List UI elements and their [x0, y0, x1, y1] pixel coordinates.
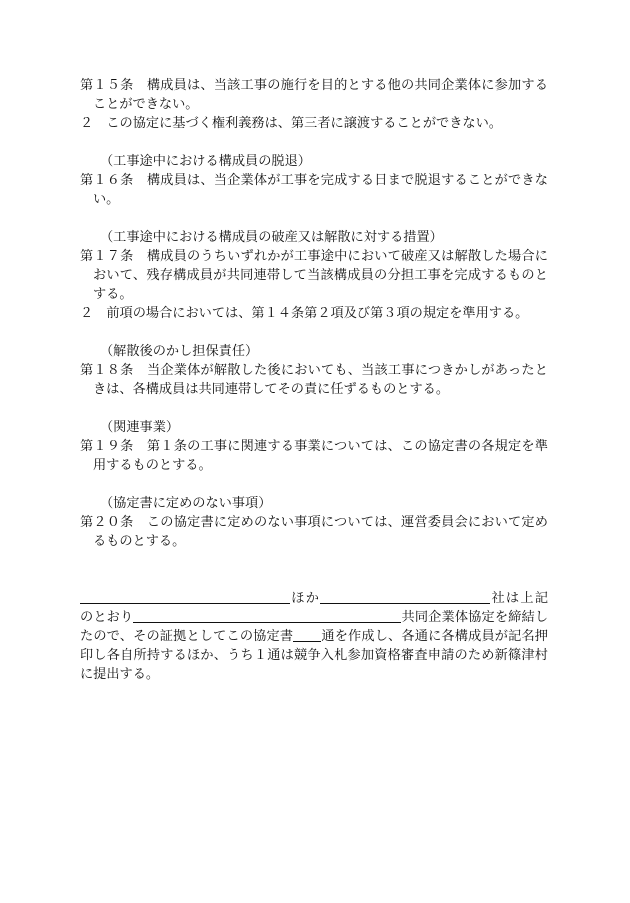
article-19-heading: （関連事業）: [100, 420, 180, 435]
article-18-heading: （解散後のかし担保責任）: [100, 344, 259, 359]
article-18: 第１８条 当企業体が解散した後においても、当該工事につきかしがあったときは、各構成員は共同連帯してその責に任ずるものとする。: [80, 363, 548, 397]
article-20-heading: （協定書に定めのない事項）: [100, 496, 272, 511]
article-16-heading: （工事途中における構成員の脱退）: [100, 154, 311, 169]
closing-text-2: 社は上記のとおり: [80, 591, 549, 625]
spacer: [80, 133, 548, 152]
closing-statement: [80, 589, 548, 684]
spacer: [80, 475, 548, 494]
closing-text-4: 通を作成し、各通に各構成員が記名押印し各自所持するほか、うち１通は競争入札参加資格審査申請のため新篠津村に提出する。: [80, 629, 548, 682]
article-16: 第１６条 構成員は、当企業体が工事を完成する日まで脱退することができない。: [80, 173, 548, 207]
spacer: [80, 323, 548, 342]
article-15-paragraph-2: ２ この協定に基づく権利義務は、第三者に譲渡することができない。: [80, 116, 502, 131]
copies-count-blank[interactable]: [293, 627, 321, 642]
document-page: [80, 76, 548, 684]
article-19: 第１９条 第１条の工事に関連する事業については、この協定書の各規定を準用するものとする。: [80, 439, 548, 473]
spacer: [80, 399, 548, 418]
article-20: 第２０条 この協定書に定めのない事項については、運営委員会において定めるものとする。: [80, 515, 548, 549]
article-15: 第１５条 構成員は、当該工事の施行を目的とする他の共同企業体に参加することができない。: [80, 78, 548, 112]
article-17: 第１７条 構成員のうちいずれかが工事途中において破産又は解散した場合において、残存構成員が共同連帯して当該構成員の分担工事を完成するものとする。: [80, 249, 548, 302]
spacer: [80, 209, 548, 228]
company-count-blank[interactable]: [320, 589, 490, 604]
article-17-heading: （工事途中における構成員の破産又は解散に対する措置）: [100, 230, 443, 245]
jv-name-blank[interactable]: [133, 608, 401, 623]
article-17-paragraph-2: ２ 前項の場合においては、第１４条第２項及び第３項の規定を準用する。: [80, 306, 529, 321]
member-name-blank[interactable]: [80, 589, 290, 604]
closing-text-1: ほか: [290, 591, 321, 606]
closing-text-3: 共同企業体協定を締結したので、その証拠としてこの協定書: [80, 610, 549, 644]
spacer: [80, 551, 548, 589]
